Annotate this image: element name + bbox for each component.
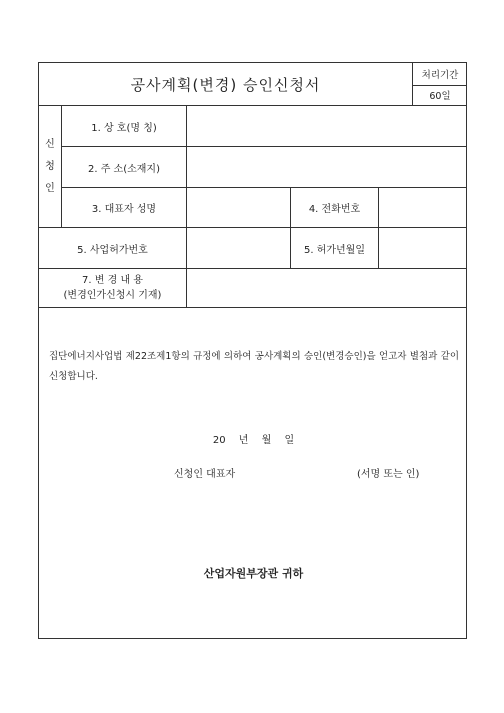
applicant-char-2: 청 (45, 160, 55, 172)
applicant-side-label (39, 106, 61, 227)
phone-number-field[interactable] (379, 188, 466, 227)
addressee: 산업자원부장관 귀하 (203, 567, 304, 580)
change-details-title: 7. 변 경 내 용 (82, 275, 143, 286)
applicant-char-3: 인 (45, 182, 55, 194)
signature-mark[interactable]: (서명 또는 인) (357, 469, 420, 480)
application-statement: 집단에너지사업법 제22조제1항의 규정에 의하여 공사계획의 승인(변경승인)을 얻고자 별첨과 같이 신청합니다. (49, 351, 459, 382)
processing-period-value: 60일 (429, 91, 451, 102)
application-form (38, 62, 467, 639)
form-title: 공사계획(변경) 승인신청서 (130, 75, 321, 94)
applicant-char-1: 신 (45, 138, 55, 150)
license-date-field[interactable] (379, 228, 466, 268)
license-date-label: 5. 허가년월일 (303, 244, 366, 256)
business-name-label: 1. 상 호(명 칭) (91, 122, 157, 134)
change-details-field[interactable] (187, 269, 466, 307)
processing-period-label: 처리기간 (421, 70, 459, 81)
business-license-number-field[interactable] (187, 228, 290, 268)
phone-number-label: 4. 전화번호 (308, 204, 361, 215)
date-line[interactable]: 20 년 월 일 (212, 435, 295, 446)
representative-name-label: 3. 대표자 성명 (91, 204, 157, 215)
applicant-signature-label: 신청인 대표자 (174, 469, 236, 480)
business-name-field[interactable] (187, 106, 466, 146)
change-details-label (39, 269, 186, 307)
representative-name-field[interactable] (187, 188, 290, 227)
business-license-number-label: 5. 사업허가번호 (77, 244, 148, 256)
address-label: 2. 주 소(소재지) (87, 163, 160, 175)
address-field[interactable] (187, 147, 466, 187)
change-details-note: (변경인가신청시 기재) (63, 290, 162, 301)
